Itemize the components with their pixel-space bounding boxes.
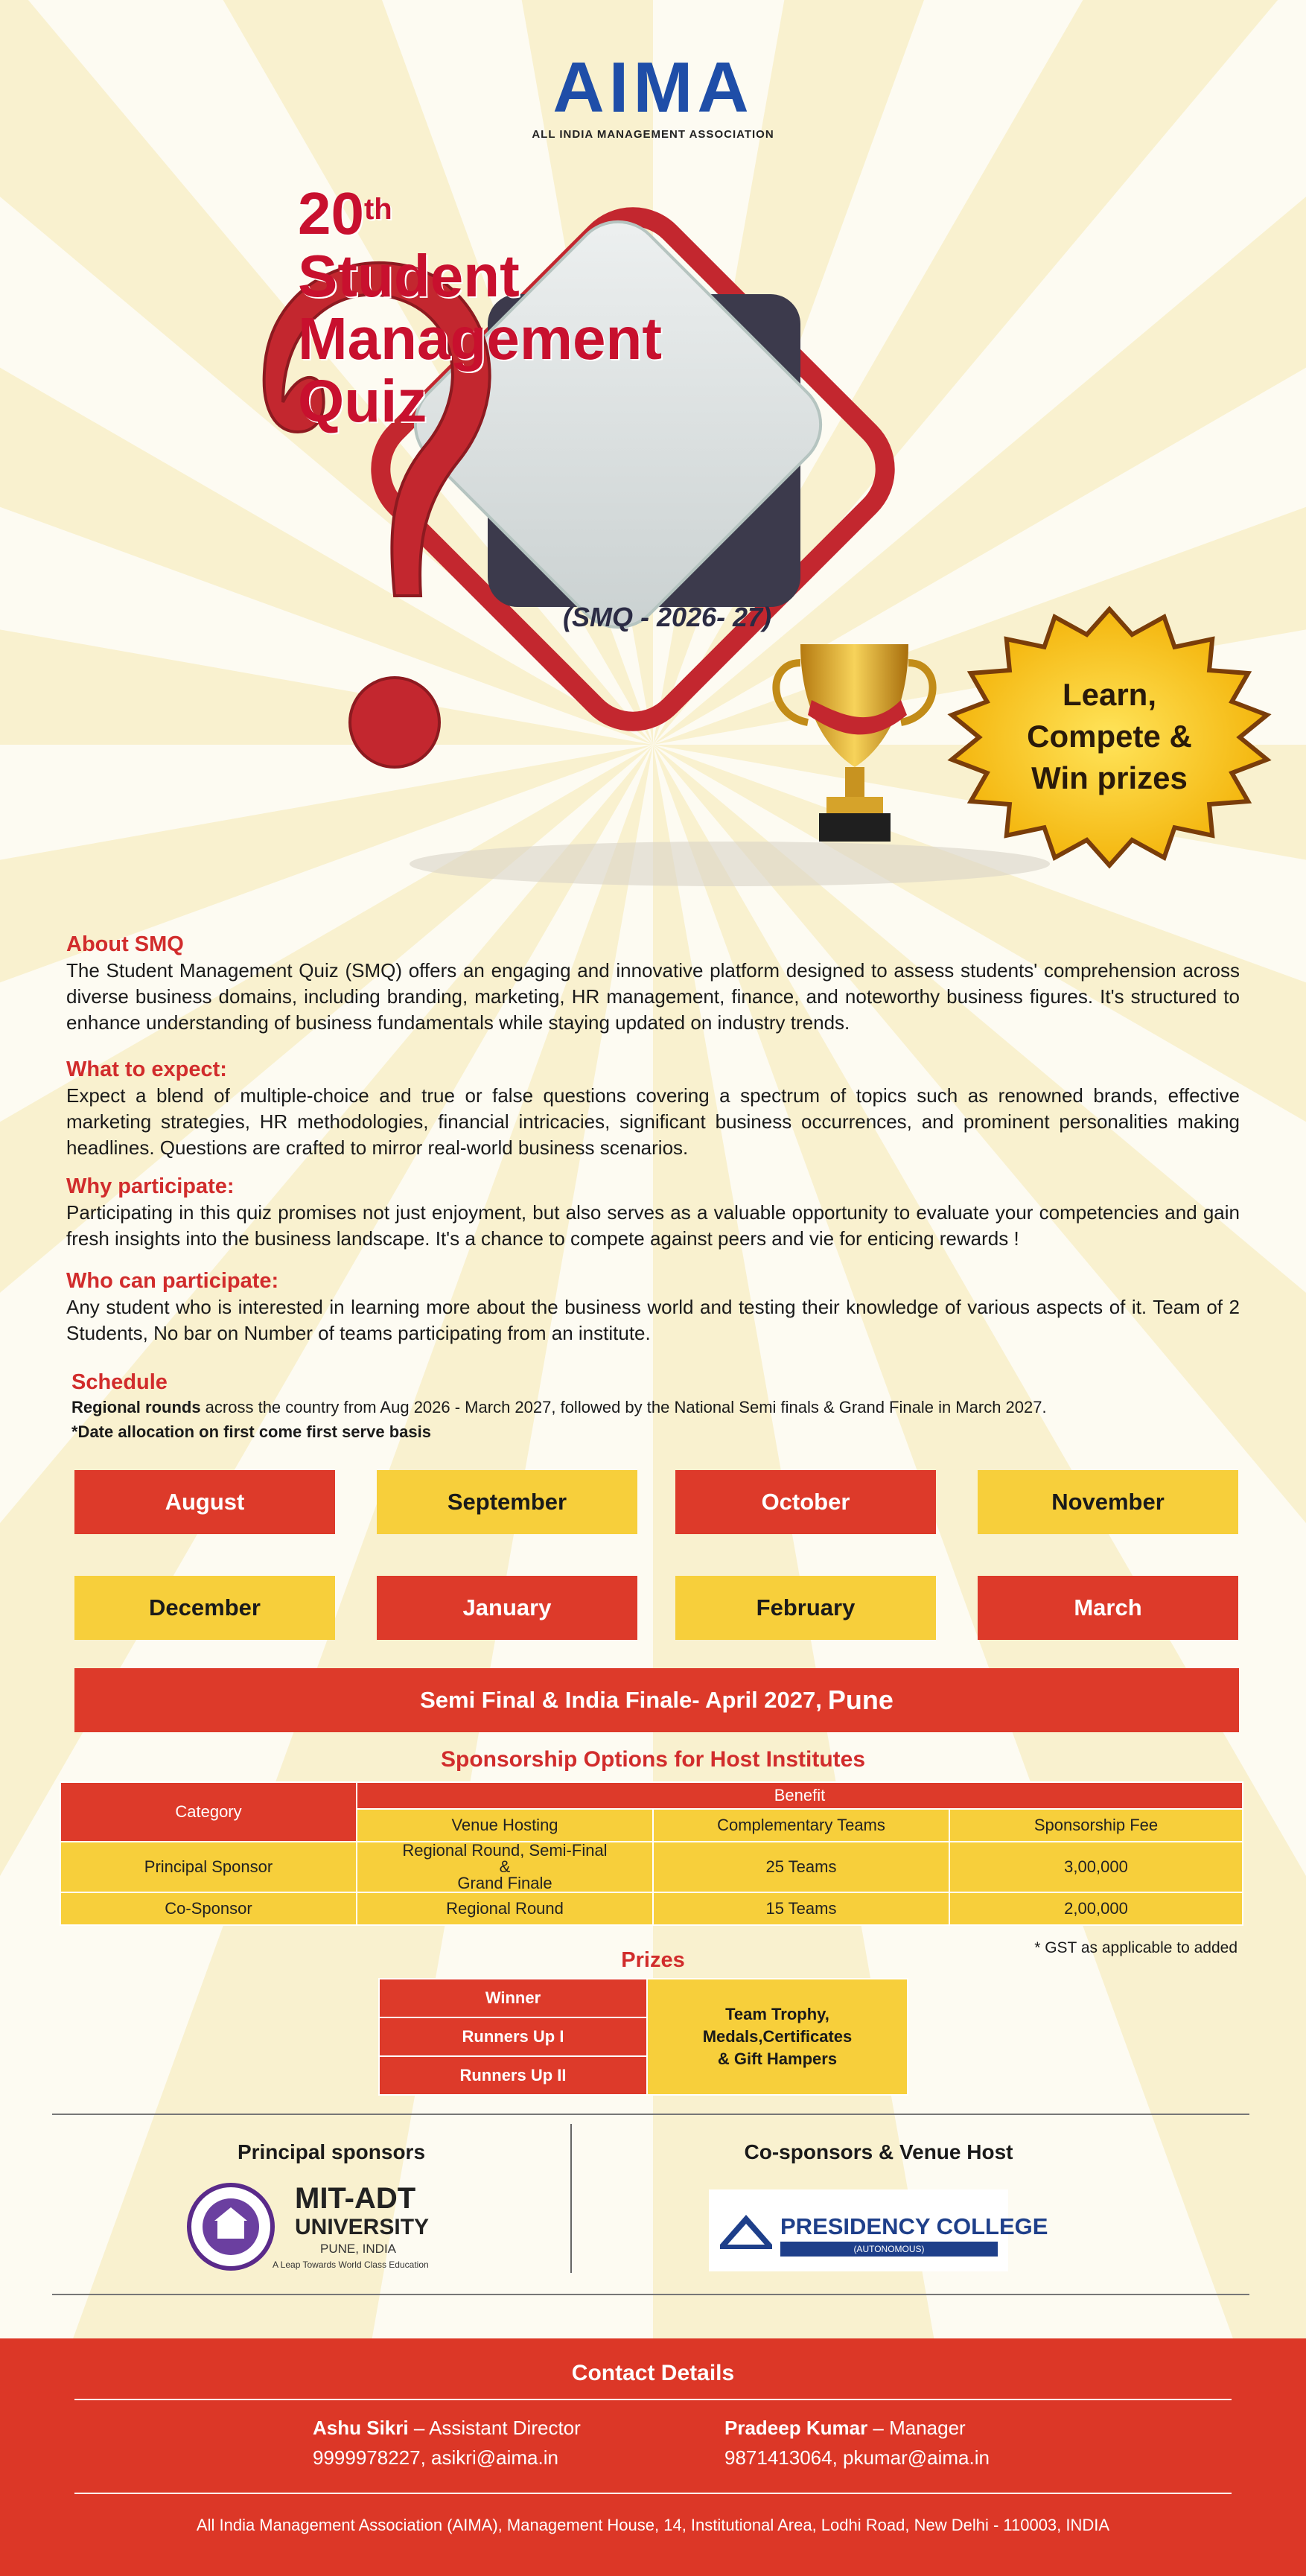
who-heading: Who can participate: bbox=[66, 1269, 279, 1293]
table-row bbox=[60, 1842, 1243, 1892]
edition-suffix: th bbox=[363, 193, 392, 226]
row-fee: 3,00,000 bbox=[949, 1842, 1243, 1892]
gst-note: * GST as applicable to added bbox=[1034, 1939, 1237, 1956]
aima-logo bbox=[0, 48, 1306, 141]
who-text: Any student who is interested in learning more about the business world and testing their knowledge of various aspects of it. Team of 2 Students, No bar on Number of teams participating from an institute. bbox=[66, 1296, 1240, 1344]
row-teams: 25 Teams bbox=[653, 1842, 949, 1892]
quiz-title bbox=[298, 182, 662, 433]
logo-subtitle: ALL INDIA MANAGEMENT ASSOCIATION bbox=[532, 128, 774, 141]
about-section bbox=[66, 931, 1240, 1036]
expect-heading: What to expect: bbox=[66, 1058, 227, 1081]
venue-line-3: Grand Finale bbox=[457, 1874, 552, 1892]
schedule-bold: Regional rounds bbox=[71, 1398, 201, 1416]
prize-rewards bbox=[647, 1979, 908, 2095]
finale-text: Semi Final & India Finale- April 2027, bbox=[420, 1687, 822, 1713]
col-teams: Complementary Teams bbox=[653, 1809, 949, 1842]
badge-line-1: Learn, bbox=[1062, 677, 1157, 712]
hero-shadow bbox=[410, 842, 1050, 886]
finale-city: Pune bbox=[827, 1685, 894, 1715]
row-fee: 2,00,000 bbox=[949, 1892, 1243, 1925]
badge-line-3: Win prizes bbox=[1031, 760, 1188, 795]
person2-role: – Manager bbox=[867, 2417, 966, 2439]
person1-name: Ashu Sikri bbox=[313, 2417, 409, 2439]
schedule-note: *Date allocation on first come first serve basis bbox=[71, 1422, 431, 1441]
month-february: February bbox=[675, 1576, 936, 1640]
why-section bbox=[66, 1173, 1240, 1252]
mit-tagline: A Leap Towards World Class Education bbox=[273, 2259, 429, 2270]
table-row bbox=[60, 1892, 1243, 1925]
prizes-heading: Prizes bbox=[621, 1948, 685, 1972]
title-line-2: Management bbox=[298, 305, 662, 372]
row-venue: Regional Round bbox=[357, 1892, 653, 1925]
row-category: Co-Sponsor bbox=[60, 1892, 357, 1925]
title-edition bbox=[298, 182, 662, 245]
divider-top bbox=[52, 2114, 1249, 2115]
contact-person-1 bbox=[313, 2413, 581, 2472]
reward-line-2: Medals,Certificates bbox=[702, 2027, 853, 2046]
schedule-rest: across the country from Aug 2026 - March 2027, followed by the National Semi finals & Grand Finale in March 2027. bbox=[200, 1398, 1047, 1416]
prizes-table bbox=[378, 1978, 908, 2096]
footer-line-top bbox=[74, 2399, 1232, 2400]
title-line-3: Quiz bbox=[298, 368, 427, 434]
about-heading: About SMQ bbox=[66, 932, 184, 956]
venue-line-1: Regional Round, Semi-Final bbox=[402, 1841, 608, 1860]
month-march: March bbox=[978, 1576, 1238, 1640]
divider-bottom bbox=[52, 2294, 1249, 2295]
expect-text: Expect a blend of multiple-choice and true or false questions covering a spectrum of topics such as renowned brands, effective marketing strategies, HR methodologies, financial intricacies, significant business occurrences, and prominent personalities making headlines. Questions are crafted to mirror real-world business scenarios. bbox=[66, 1084, 1240, 1159]
about-text: The Student Management Quiz (SMQ) offers an engaging and innovative platform designed to assess students' comprehension across diverse business domains, including branding, marketing, HR management, finance, and noteworthy business figures. It's structured to enhance understanding of business fundamentals while staying updated on industry trends. bbox=[66, 959, 1240, 1034]
presidency-emblem-icon bbox=[716, 2200, 776, 2252]
contact-heading: Contact Details bbox=[571, 2361, 735, 2385]
trophy-icon bbox=[776, 644, 932, 842]
mit-adt-logo bbox=[186, 2182, 439, 2279]
edition-number: 20 bbox=[298, 180, 364, 247]
quiz-subtitle: (SMQ - 2026- 27) bbox=[563, 602, 772, 632]
expect-section bbox=[66, 1056, 1240, 1161]
month-november: November bbox=[978, 1470, 1238, 1534]
principal-sponsors-heading: Principal sponsors bbox=[237, 2140, 426, 2163]
month-december: December bbox=[74, 1576, 335, 1640]
badge-text bbox=[968, 674, 1251, 799]
person2-name: Pradeep Kumar bbox=[724, 2417, 868, 2439]
co-sponsors-heading: Co-sponsors & Venue Host bbox=[744, 2140, 1013, 2163]
presidency-logo bbox=[709, 2189, 1048, 2271]
mit-line-1: MIT-ADT bbox=[295, 2182, 416, 2215]
why-text: Participating in this quiz promises not just enjoyment, but also serves as a valuable opportunity to evaluate your competencies and gain fresh insights into the business landscape. It's a chance to compete against peers and vie for enticing rewards ! bbox=[66, 1201, 1240, 1250]
person2-details: 9871413064, pkumar@aima.in bbox=[724, 2446, 990, 2469]
month-august: August bbox=[74, 1470, 335, 1534]
badge-line-2: Compete & bbox=[1027, 719, 1192, 754]
schedule-heading: Schedule bbox=[71, 1370, 168, 1394]
presidency-sub: (AUTONOMOUS) bbox=[780, 2242, 998, 2257]
month-january: January bbox=[377, 1576, 637, 1640]
contact-person-2 bbox=[724, 2413, 990, 2472]
sponsorship-table bbox=[60, 1781, 1243, 1926]
finale-banner bbox=[74, 1668, 1239, 1732]
title-line-1: Student bbox=[298, 243, 520, 309]
category-header: Category bbox=[60, 1782, 357, 1842]
person1-details: 9999978227, asikri@aima.in bbox=[313, 2446, 558, 2469]
row-category: Principal Sponsor bbox=[60, 1842, 357, 1892]
prize-winner: Winner bbox=[379, 1979, 647, 2017]
reward-line-3: & Gift Hampers bbox=[717, 2049, 838, 2068]
footer-line-bottom bbox=[74, 2493, 1232, 2494]
who-section bbox=[66, 1268, 1240, 1346]
logo-text: AIMA bbox=[552, 48, 754, 127]
mit-seal-icon bbox=[186, 2182, 275, 2271]
presidency-name: PRESIDENCY COLLEGE bbox=[780, 2213, 1048, 2239]
venue-line-2: & bbox=[499, 1857, 511, 1876]
benefit-header: Benefit bbox=[357, 1782, 1243, 1809]
reward-line-1: Team Trophy, bbox=[725, 2005, 829, 2023]
mit-line-2: UNIVERSITY bbox=[295, 2215, 430, 2239]
address: All India Management Association (AIMA), Management House, 14, Institutional Area, Lodhi Road, New Delhi - 110003, INDIA bbox=[196, 2516, 1110, 2534]
row-teams: 15 Teams bbox=[653, 1892, 949, 1925]
schedule-section bbox=[71, 1370, 1245, 1444]
col-fee: Sponsorship Fee bbox=[949, 1809, 1243, 1842]
schedule-line bbox=[71, 1395, 1245, 1419]
month-september: September bbox=[377, 1470, 637, 1534]
month-october: October bbox=[675, 1470, 936, 1534]
prize-runners-up-2: Runners Up II bbox=[379, 2056, 647, 2095]
col-venue: Venue Hosting bbox=[357, 1809, 653, 1842]
person1-role: – Assistant Director bbox=[408, 2417, 581, 2439]
prize-runners-up-1: Runners Up I bbox=[379, 2017, 647, 2056]
sponsor-divider bbox=[570, 2124, 572, 2273]
row-venue bbox=[357, 1842, 653, 1892]
mit-line-3: PUNE, INDIA bbox=[320, 2242, 397, 2256]
why-heading: Why participate: bbox=[66, 1174, 235, 1198]
sponsorship-heading: Sponsorship Options for Host Institutes bbox=[441, 1747, 865, 1772]
